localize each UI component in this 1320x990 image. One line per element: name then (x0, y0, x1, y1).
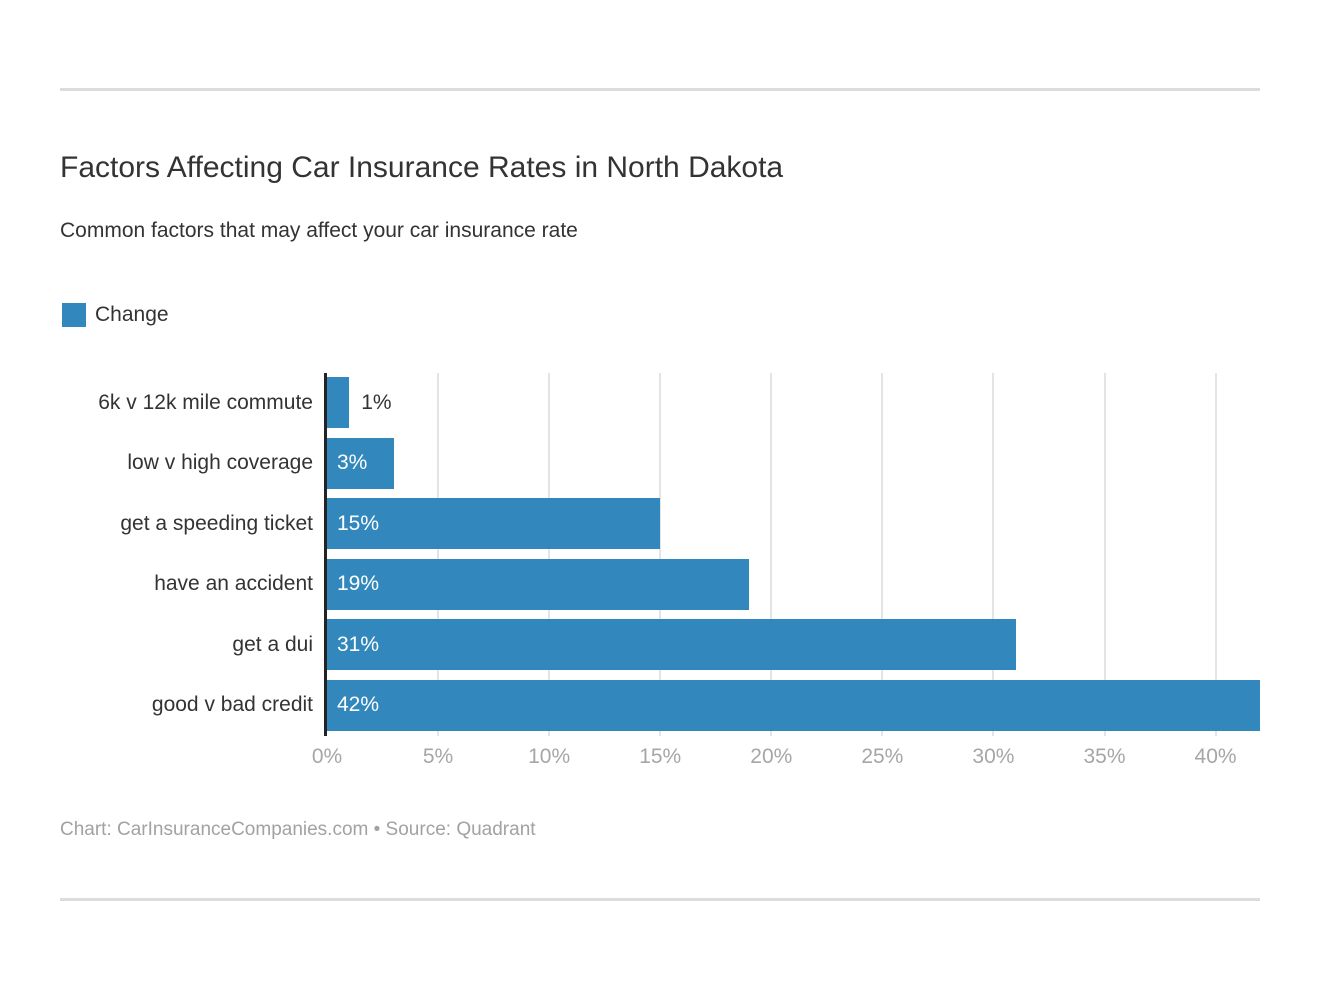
bottom-divider (60, 898, 1260, 901)
x-tick-label-15%: 15% (639, 744, 682, 768)
bar-5 (327, 619, 1016, 670)
category-label-row (60, 373, 324, 434)
plot-area (324, 373, 1260, 736)
legend (62, 303, 1260, 327)
bar-2 (327, 438, 394, 489)
bar-row (327, 675, 1260, 736)
x-tick-label-40%: 40% (1194, 744, 1237, 768)
category-label-row (60, 554, 324, 615)
x-tick-label-35%: 35% (1083, 744, 1126, 768)
chart-subtitle: Common factors that may affect your car insurance rate (60, 218, 578, 242)
chart-title: Factors Affecting Car Insurance Rates in North Dakota (60, 151, 784, 184)
category-label: get a speeding ticket (120, 511, 313, 535)
bar-value-label: 42% (337, 693, 380, 717)
category-label-row (60, 675, 324, 736)
x-axis (311, 744, 1260, 775)
category-label-row (60, 433, 324, 494)
category-label: 6k v 12k mile commute (98, 390, 313, 414)
bar-row (327, 494, 1260, 555)
bar-6 (327, 680, 1260, 731)
bar-value-label: 1% (361, 390, 392, 414)
bar-value-label: 31% (337, 632, 380, 656)
category-label-row (60, 615, 324, 676)
x-tick-label-20%: 20% (750, 744, 793, 768)
x-tick-label-30%: 30% (972, 744, 1015, 768)
bar-value-label: 15% (337, 511, 380, 535)
bar-1 (327, 377, 349, 428)
category-labels-column (60, 373, 324, 736)
bar-row (327, 615, 1260, 676)
category-label: low v high coverage (127, 451, 313, 475)
legend-label: Change (95, 302, 169, 326)
category-label-row (60, 494, 324, 555)
plot-area-wrap (60, 373, 1260, 736)
bar-value-label: 19% (337, 572, 380, 596)
x-tick-label-25%: 25% (861, 744, 904, 768)
bar-3 (327, 498, 660, 549)
x-tick-label-0%: 0% (311, 744, 343, 768)
bar-rows (327, 373, 1260, 736)
bar-4 (327, 559, 749, 610)
bar-value-label: 3% (337, 451, 368, 475)
category-label: have an accident (154, 572, 313, 596)
x-tick-label-10%: 10% (528, 744, 571, 768)
bar-row (327, 373, 1260, 434)
x-tick-label-5%: 5% (422, 744, 454, 768)
bar-row (327, 433, 1260, 494)
category-label: get a dui (232, 632, 313, 656)
top-divider (60, 88, 1260, 91)
category-label: good v bad credit (151, 693, 313, 717)
source-credit: Chart: CarInsuranceCompanies.com • Source: Quadrant (60, 818, 536, 840)
bar-row (327, 554, 1260, 615)
legend-swatch (62, 303, 86, 327)
bar-chart (60, 373, 1260, 775)
